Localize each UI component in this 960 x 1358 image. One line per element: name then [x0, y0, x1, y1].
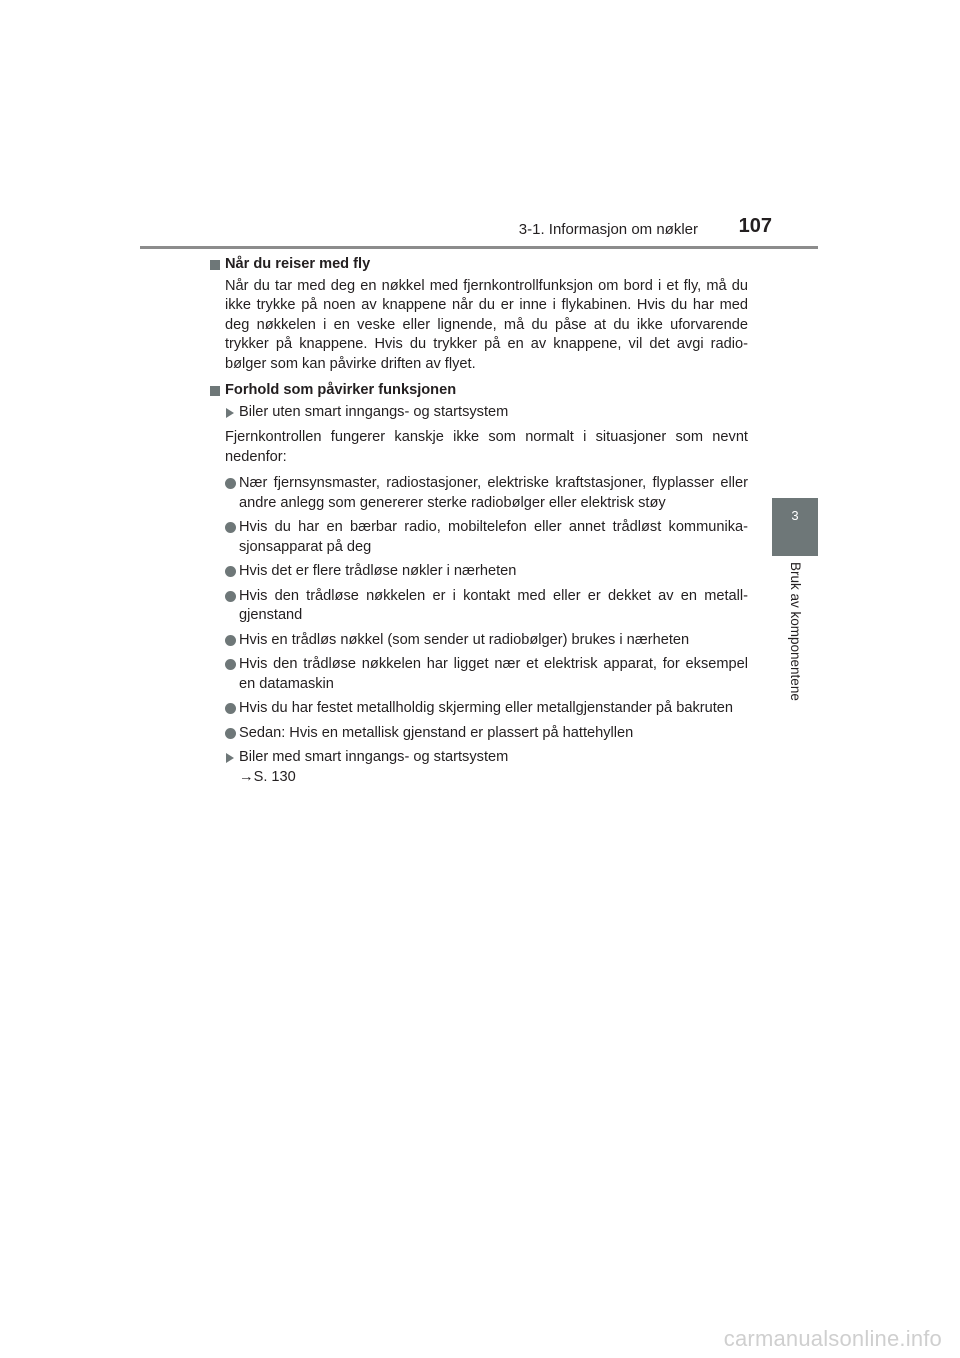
subheading-without-smart — [210, 403, 748, 423]
list-item-text: Sedan: Hvis en metallisk gjenstand er plassert på hattehyllen — [239, 724, 634, 741]
square-bullet-icon — [210, 260, 220, 270]
list-item — [210, 474, 748, 513]
list-item — [210, 518, 748, 557]
subheading-with-smart — [210, 748, 748, 768]
square-bullet-icon — [210, 386, 220, 396]
circle-bullet-icon — [225, 566, 236, 577]
paragraph-conditions: Fjernkontrollen fungerer kanskje ikke som normalt i situasjoner som nevnt nedenfor: — [225, 429, 748, 465]
circle-bullet-icon — [225, 591, 236, 602]
heading-conditions-text: Forhold som påvirker funksjonen — [225, 382, 457, 398]
triangle-right-icon — [226, 408, 234, 418]
list-item-text: Hvis den trådløse nøkkelen har ligget nær et elektrisk apparat, for eksempel en datamaskin — [239, 656, 748, 692]
list-item-text: Hvis en trådløs nøkkel (som sender ut radiobølger) brukes i nærheten — [239, 631, 690, 648]
circle-bullet-icon — [225, 522, 236, 533]
watermark: carmanualsonline.info — [723, 1326, 942, 1351]
paragraph-fly: Når du tar med deg en nøkkel med fjernkontrollfunksjon om bord i et fly, må du ikke trykke på noen av knappene når du er inne i flykabinen. Hvis du har med deg nøkkelen i en veske eller lignende, må du påse at du ikke uforvarende trykker på knappene. Hvis du trykker på en av knappene, vil det avgi radio-bølger som kan påvirke driften av flyet. — [225, 277, 748, 372]
circle-bullet-icon — [225, 635, 236, 646]
heading-fly — [210, 255, 748, 275]
list-item — [210, 587, 748, 626]
list-item-text: Hvis du har en bærbar radio, mobiltelefon eller annet trådløst kommunika-sjonsapparat på deg — [239, 519, 748, 555]
list-item-text: Hvis det er flere trådløse nøkler i nærheten — [239, 563, 517, 579]
list-item — [210, 655, 748, 694]
list-item-text: Nær fjernsynsmaster, radiostasjoner, elektriske kraftstasjoner, flyplasser eller andre anlegg som genererer sterke radiobølger eller elektrisk støy — [239, 475, 748, 511]
circle-bullet-icon — [225, 728, 236, 739]
list-item-text: Hvis den trådløse nøkkelen er i kontakt med eller er dekket av en metall-gjenstand — [239, 587, 748, 623]
page-content — [210, 255, 748, 787]
heading-conditions — [210, 381, 748, 401]
circle-bullet-icon — [225, 659, 236, 670]
page-number: 107 — [738, 215, 772, 237]
list-item — [210, 724, 748, 744]
chapter-title: Bruk av komponentene — [788, 562, 803, 701]
list-item — [210, 631, 748, 651]
circle-bullet-icon — [225, 478, 236, 489]
list-item-text: Hvis du har festet metallholdig skjerming eller metallgjenstander på bakruten — [239, 700, 734, 716]
circle-bullet-icon — [225, 703, 236, 714]
triangle-right-icon — [226, 753, 234, 763]
list-item — [210, 699, 748, 719]
section-title: 3-1. Informasjon om nøkler — [518, 221, 698, 238]
heading-fly-text: Når du reiser med fly — [225, 256, 371, 272]
list-item — [210, 562, 748, 582]
subheading-with-text: Biler med smart inngangs- og startsystem — [239, 749, 509, 765]
page-reference-link[interactable]: →S. 130 — [239, 768, 296, 785]
subheading-without-text: Biler uten smart inngangs- og startsystem — [239, 403, 509, 420]
page-header — [140, 214, 818, 249]
chapter-tab: 3 — [772, 498, 818, 556]
